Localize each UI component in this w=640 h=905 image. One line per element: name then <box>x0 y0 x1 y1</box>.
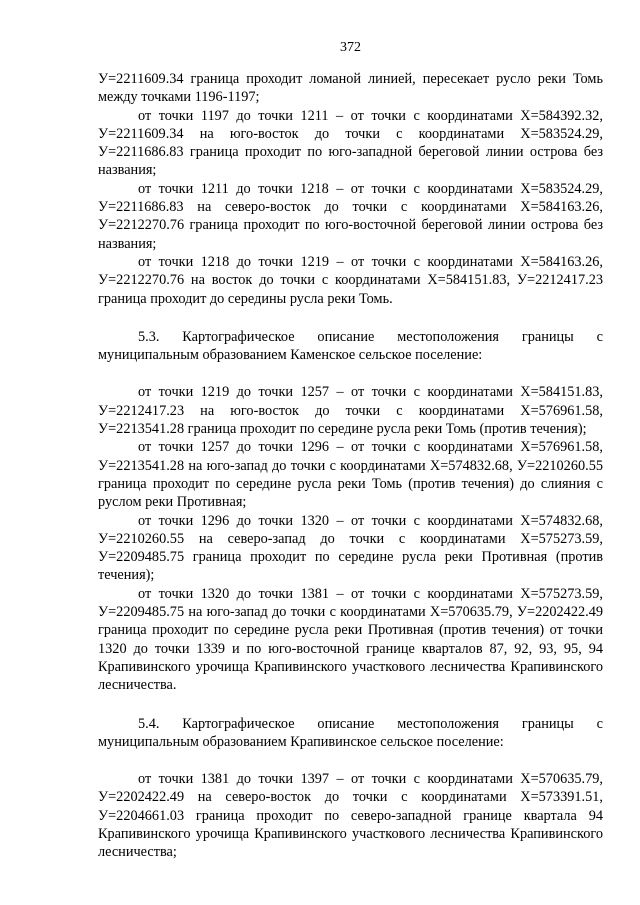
paragraph-1320-1381: от точки 1320 до точки 1381 – от точки с координатами Х=575273.59, У=2209485.75 на юго-запад до точки с координатами Х=570635.79, У=2202422.49 граница проходит по середине русла реки Противная (против течения) от точки 1320 до точки 1339 и по юго-восточной границе кварталов 87, 92, 93, 95, 94 Крапивинского урочища Крапивинского участкового лесничества Крапивинского лесничества. <box>98 585 603 694</box>
paragraph-1381-1397: от точки 1381 до точки 1397 – от точки с координатами Х=570635.79, У=2202422.49 на северо-восток до точки с координатами Х=573391.51, У=2204661.03 граница проходит по северо-западной границе квартала 94 Крапивинского урочища Крапивинского участкового лесничества Крапивинского лесничества; <box>98 771 603 861</box>
paragraph-1211-1218: от точки 1211 до точки 1218 – от точки с координатами Х=583524.29, У=2211686.83 на северо-восток до точки с координатами Х=584163.26, У=2212270.76 граница проходит по юго-восточной береговой линии острова без названия; <box>98 180 603 252</box>
section-heading-5-4: 5.4. Картографическое описание местоположения границы с муниципальным образованием Крапивинское сельское поселение: <box>98 715 603 750</box>
section-heading-5-3: 5.3. Картографическое описание местоположения границы с муниципальным образованием Каменское сельское поселение: <box>98 328 603 364</box>
paragraph-1218-1219: от точки 1218 до точки 1219 – от точки с координатами Х=584163.26, У=2212270.76 на восток до точки с координатами Х=584151.83, У=2212417.23 граница проходит до середины русла реки Томь. <box>98 253 603 307</box>
paragraph-1296-1320: от точки 1296 до точки 1320 – от точки с координатами Х=574832.68, У=2210260.55 на северо-запад до точки с координатами Х=575273.59, У=2209485.75 граница проходит по середине русла реки Противная (против течения); <box>98 512 603 584</box>
paragraph-1219-1257: от точки 1219 до точки 1257 – от точки с координатами Х=584151.83, У=2212417.23 на юго-восток до точки с координатами Х=576961.58, У=2213541.28 граница проходит по середине русла реки Томь (против течения); <box>98 384 603 438</box>
paragraph-continuation: У=2211609.34 граница проходит ломаной линией, пересекает русло реки Томь между точками 1196-1197; <box>98 71 603 106</box>
paragraph-1257-1296: от точки 1257 до точки 1296 – от точки с координатами Х=576961.58, У=2213541.28 на юго-запад до точки с координатами Х=574832.68, У=2210260.55 граница проходит по середине русла реки Томь (против течения) до слияния с руслом реки Противная; <box>98 439 603 511</box>
paragraph-1197-1211: от точки 1197 до точки 1211 – от точки с координатами Х=584392.32, У=2211609.34 на юго-восток до точки с координатами Х=583524.29, У=2211686.83 граница проходит по юго-западной береговой линии острова без названия; <box>98 107 603 179</box>
page-number: 372 <box>340 40 361 55</box>
